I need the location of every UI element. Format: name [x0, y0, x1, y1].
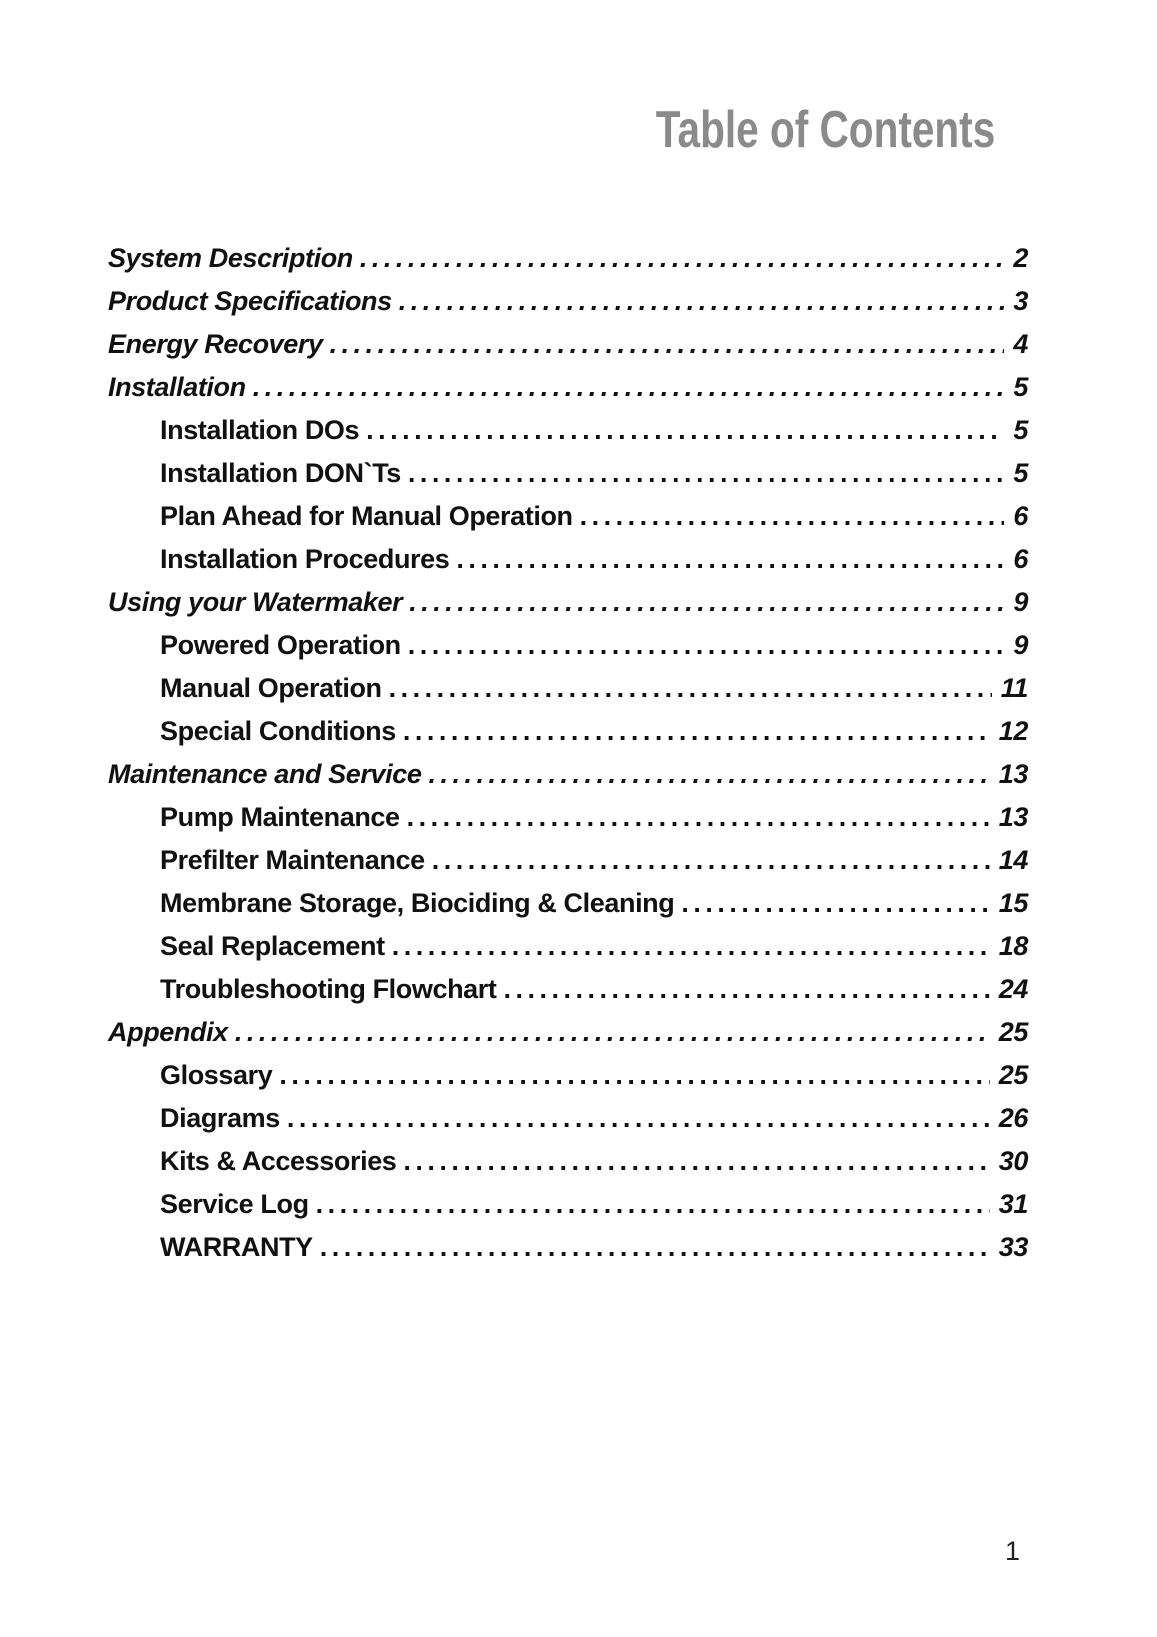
- toc-entry-label: Installation Procedures: [160, 544, 450, 574]
- toc-entry-label: Special Conditions: [160, 716, 396, 746]
- dotted-leader: [366, 409, 1004, 452]
- toc-entry-label: Service Log: [160, 1189, 309, 1219]
- toc-entry-page-number: 26: [998, 1103, 1028, 1133]
- toc-entry-page-number: 9: [1013, 630, 1028, 660]
- dotted-leader: [409, 581, 1004, 624]
- page-title-text: Table of Contents: [655, 101, 995, 159]
- toc-entry-page-number: 18: [998, 931, 1028, 961]
- dotted-leader: [428, 753, 989, 796]
- toc-entry: [108, 796, 1028, 839]
- toc-entry-label: Prefilter Maintenance: [160, 845, 425, 875]
- dotted-leader: [389, 667, 992, 710]
- toc-entry-page-number: 25: [998, 1017, 1028, 1047]
- toc-entry: [108, 1011, 1028, 1054]
- toc-entry-label: Installation: [108, 372, 246, 402]
- dotted-leader: [681, 882, 989, 925]
- toc-entry: [108, 280, 1028, 323]
- dotted-leader: [253, 366, 1005, 409]
- toc-entry-page-number: 24: [998, 974, 1028, 1004]
- toc-entry: [108, 1097, 1028, 1140]
- dotted-leader: [287, 1097, 990, 1140]
- dotted-leader: [235, 1011, 990, 1054]
- toc-entry-page-number: 13: [998, 802, 1028, 832]
- toc-entry-page-number: 25: [998, 1060, 1028, 1090]
- toc-entry-page-number: 6: [1013, 544, 1028, 574]
- toc-entry-label: Membrane Storage, Biociding & Cleaning: [160, 888, 675, 918]
- toc-entry-label: Installation DOs: [160, 415, 360, 445]
- toc-entry: [108, 1183, 1028, 1226]
- toc-entry: [108, 581, 1028, 624]
- toc-entry: [108, 366, 1028, 409]
- toc-entry-label: System Description: [108, 243, 353, 273]
- toc-entry-page-number: 15: [998, 888, 1028, 918]
- toc-entry-label: Energy Recovery: [108, 329, 323, 359]
- toc-entry: [108, 409, 1028, 452]
- toc-entry-label: WARRANTY: [160, 1232, 313, 1262]
- toc-entry-page-number: 11: [1000, 673, 1028, 703]
- toc-entry-label: Maintenance and Service: [108, 759, 422, 789]
- footer-page-number: 1: [1004, 1536, 1020, 1566]
- toc-entry-page-number: 14: [998, 845, 1028, 875]
- toc-entry: [108, 538, 1028, 581]
- toc-entry-page-number: 12: [998, 716, 1028, 746]
- toc-entry-page-number: 30: [998, 1146, 1028, 1176]
- toc-entry: [108, 1054, 1028, 1097]
- toc-entry: [108, 237, 1028, 280]
- toc-entry: [108, 1140, 1028, 1183]
- toc-entry-label: Diagrams: [160, 1103, 280, 1133]
- toc-entry: [108, 839, 1028, 882]
- dotted-leader: [403, 710, 990, 753]
- dotted-leader: [407, 796, 990, 839]
- toc-entry: [108, 710, 1028, 753]
- toc-entry-label: Appendix: [108, 1017, 228, 1047]
- toc-entry-page-number: 9: [1013, 587, 1028, 617]
- toc-entry-page-number: 13: [998, 759, 1028, 789]
- toc-entry-label: Pump Maintenance: [160, 802, 400, 832]
- toc-entry-page-number: 33: [998, 1232, 1028, 1262]
- toc-entry-label: Powered Operation: [160, 630, 401, 660]
- toc-entry: [108, 882, 1028, 925]
- dotted-leader: [403, 1140, 989, 1183]
- dotted-leader: [408, 624, 1005, 667]
- dotted-leader: [504, 968, 990, 1011]
- toc-entry-label: Manual Operation: [160, 673, 382, 703]
- dotted-leader: [320, 1226, 990, 1269]
- toc-entry-page-number: 5: [1013, 458, 1028, 488]
- dotted-leader: [360, 237, 1004, 280]
- toc-entry-label: Using your Watermaker: [108, 587, 403, 617]
- dotted-leader: [279, 1054, 989, 1097]
- toc-entry-page-number: 2: [1013, 243, 1028, 273]
- table-of-contents: [108, 237, 1028, 1269]
- toc-entry: [108, 1226, 1028, 1269]
- toc-entry: [108, 495, 1028, 538]
- toc-entry-page-number: 6: [1013, 501, 1028, 531]
- toc-entry-page-number: 31: [998, 1189, 1028, 1219]
- toc-entry: [108, 925, 1028, 968]
- toc-entry-label: Kits & Accessories: [160, 1146, 397, 1176]
- dotted-leader: [399, 280, 1005, 323]
- dotted-leader: [330, 323, 1005, 366]
- toc-entry: [108, 753, 1028, 796]
- toc-entry-label: Troubleshooting Flowchart: [160, 974, 497, 1004]
- dotted-leader: [408, 452, 1004, 495]
- dotted-leader: [580, 495, 1005, 538]
- toc-entry: [108, 624, 1028, 667]
- dotted-leader: [456, 538, 1004, 581]
- toc-entry: [108, 968, 1028, 1011]
- toc-entry: [108, 452, 1028, 495]
- toc-entry-page-number: 5: [1013, 372, 1028, 402]
- toc-entry: [108, 667, 1028, 710]
- toc-entry-page-number: 5: [1013, 415, 1028, 445]
- toc-entry-label: Glossary: [160, 1060, 273, 1090]
- dotted-leader: [392, 925, 990, 968]
- dotted-leader: [316, 1183, 990, 1226]
- toc-entry-page-number: 3: [1013, 286, 1028, 316]
- dotted-leader: [432, 839, 990, 882]
- toc-entry-label: Product Specifications: [108, 286, 392, 316]
- page-title: [560, 100, 995, 160]
- toc-entry-label: Installation DON`Ts: [160, 458, 401, 488]
- toc-entry-label: Plan Ahead for Manual Operation: [160, 501, 573, 531]
- toc-entry-page-number: 4: [1013, 329, 1028, 359]
- toc-entry: [108, 323, 1028, 366]
- toc-entry-label: Seal Replacement: [160, 931, 385, 961]
